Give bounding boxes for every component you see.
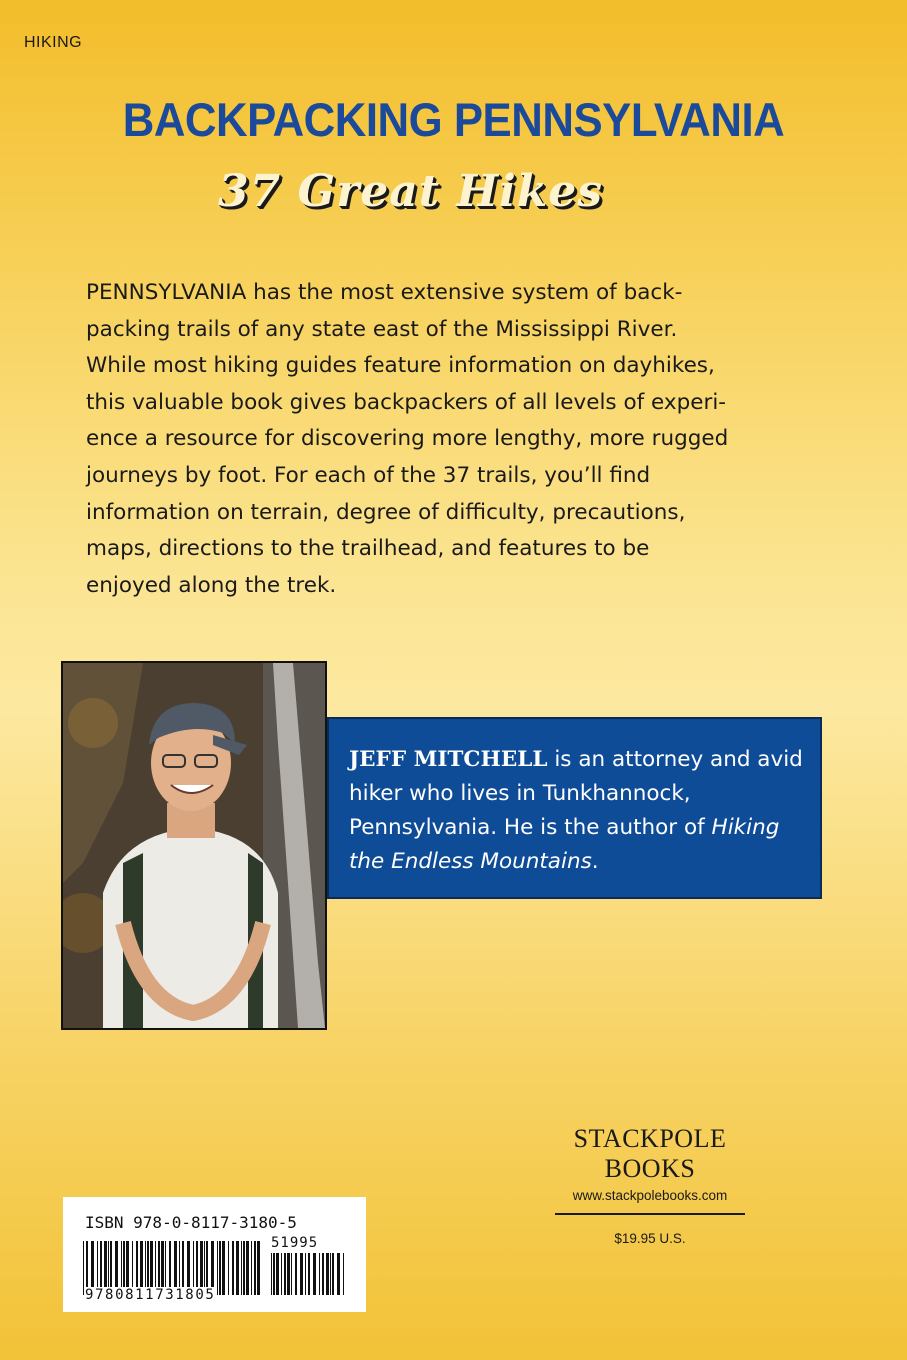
- book-description: PENNSYLVANIA has the most extensive system of back- packing trails of any state east of the Mississippi River. While most hiking guides feature information on dayhikes, this valuable book gives backpackers of all levels of experi- ence a resource for discovering more lengthy, more rugged journeys by foot. For each of the 37 trails, you’ll find information on terrain, degree of difficulty, precautions, maps, directions to the trailhead, and features to be enjoyed along the trek.: [86, 280, 729, 598]
- author-bio-end: .: [591, 849, 599, 874]
- barcode-bar: [222, 1241, 225, 1295]
- barcode-bar: [295, 1253, 297, 1295]
- barcode-bar: [305, 1253, 306, 1295]
- barcode-bar: [273, 1253, 275, 1295]
- barcode-bar: [322, 1253, 324, 1295]
- barcode-bar: [236, 1241, 239, 1295]
- barcode-bar: [257, 1241, 260, 1295]
- author-name: JEFF MITCHELL: [349, 747, 548, 772]
- publisher-block: [538, 1124, 762, 1246]
- publisher-name: STACKPOLE BOOKS: [573, 1124, 727, 1183]
- author-photo: [61, 661, 327, 1030]
- book-title: BACKPACKING PENNSYLVANIA: [122, 93, 785, 146]
- barcode-bar: [232, 1241, 234, 1295]
- barcode-bar: [300, 1253, 303, 1295]
- barcode-bar: [284, 1253, 286, 1295]
- barcode-bar: [241, 1241, 242, 1295]
- barcode-bar: [308, 1253, 310, 1295]
- barcode-box: [63, 1197, 366, 1312]
- barcode-bar: [287, 1253, 290, 1295]
- barcode-bar: [291, 1253, 292, 1295]
- barcode-bar: [271, 1253, 272, 1295]
- barcode-bar: [337, 1253, 340, 1295]
- barcode-bar: [254, 1241, 256, 1295]
- price-label: $19.95 U.S.: [614, 1231, 686, 1246]
- barcode-bar: [319, 1253, 320, 1295]
- barcode-bar: [276, 1253, 279, 1295]
- barcode-bar: [313, 1253, 316, 1295]
- price-barcode-bars: [271, 1253, 347, 1295]
- author-bio-text: is an attorney and avid hiker who lives in Tunkhannock, Pennsylvania. He is the author of: [349, 747, 803, 840]
- barcode-bar: [217, 1241, 218, 1295]
- barcode-bar: [83, 1241, 84, 1295]
- ean-digits: 9780811731805: [85, 1287, 216, 1303]
- barcode-bar: [228, 1241, 229, 1295]
- barcode-bar: [219, 1241, 221, 1295]
- publisher-url: www.stackpolebooks.com: [572, 1188, 728, 1203]
- author-photo-illustration: [63, 663, 325, 1028]
- barcode-bar: [246, 1241, 249, 1295]
- category-label: HIKING: [24, 34, 83, 51]
- isbn-number: ISBN 978-0-8117-3180-5: [85, 1213, 297, 1232]
- barcode-bar: [330, 1253, 331, 1295]
- barcode-bar: [243, 1241, 245, 1295]
- barcode-bar: [332, 1253, 334, 1295]
- book-subtitle: 37 Great Hikes: [218, 166, 603, 217]
- author-book-title: Hiking the Endless Mountains: [349, 815, 780, 874]
- publisher-divider: [555, 1213, 745, 1215]
- barcode-bar: [343, 1253, 344, 1295]
- author-bio-box: [327, 717, 822, 899]
- barcode-price-code: 51995: [271, 1235, 319, 1251]
- barcode-bar: [251, 1241, 252, 1295]
- barcode-bar: [281, 1253, 282, 1295]
- barcode-bar: [326, 1253, 329, 1295]
